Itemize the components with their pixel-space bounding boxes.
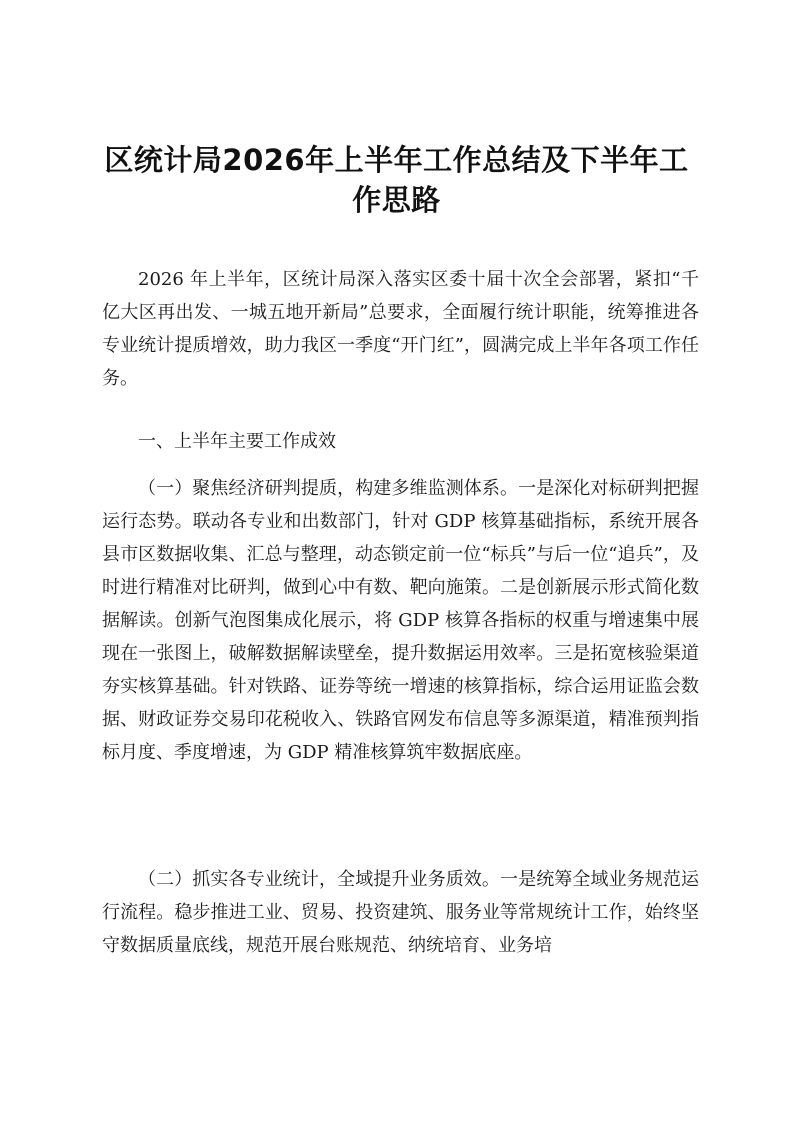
document-title: 区统计局2026年上半年工作总结及下半年工作思路	[104, 143, 689, 217]
intro-paragraph: 2026 年上半年，区统计局深入落实区委十届十次全会部署，紧扣“千亿大区再出发、一城五地开新局”总要求，全面履行统计职能，统筹推进各专业统计提质增效，助力我区一季度“开门红”，圆满完成上半年各项工作任务。	[102, 269, 699, 389]
section-heading: 一、上半年主要工作成效	[138, 431, 336, 452]
body-paragraph-2: （二）抓实各专业统计，全域提升业务质效。一是统筹全域业务规范运行流程。稳步推进工业、贸易、投资建筑、服务业等常规统计工作，始终坚守数据质量底线，规范开展台账规范、纳统培育、业务培	[102, 869, 699, 956]
body-paragraph-1: （一）聚焦经济研判提质，构建多维监测体系。一是深化对标研判把握运行态势。联动各专业和出数部门，针对 GDP 核算基础指标，系统开展各县市区数据收集、汇总与整理，动态锁定前一位“标兵”与后一位“追兵”，及时进行精准对比研判，做到心中有数、靶向施策。二是创新展示形式简化数据解读。创新气泡图集成化展示，将 GDP 核算各指标的权重与增速集中展现在一张图上，破解数据解读壁垒，提升数据运用效率。三是拓宽核验渠道夯实核算基础。针对铁路、证券等统一增速的核算指标，综合运用证监会数据、财政证券交易印花税收入、铁路官网发布信息等多源渠道，精准预判指标月度、季度增速，为 GDP 精准核算筑牢数据底座。	[102, 478, 699, 763]
